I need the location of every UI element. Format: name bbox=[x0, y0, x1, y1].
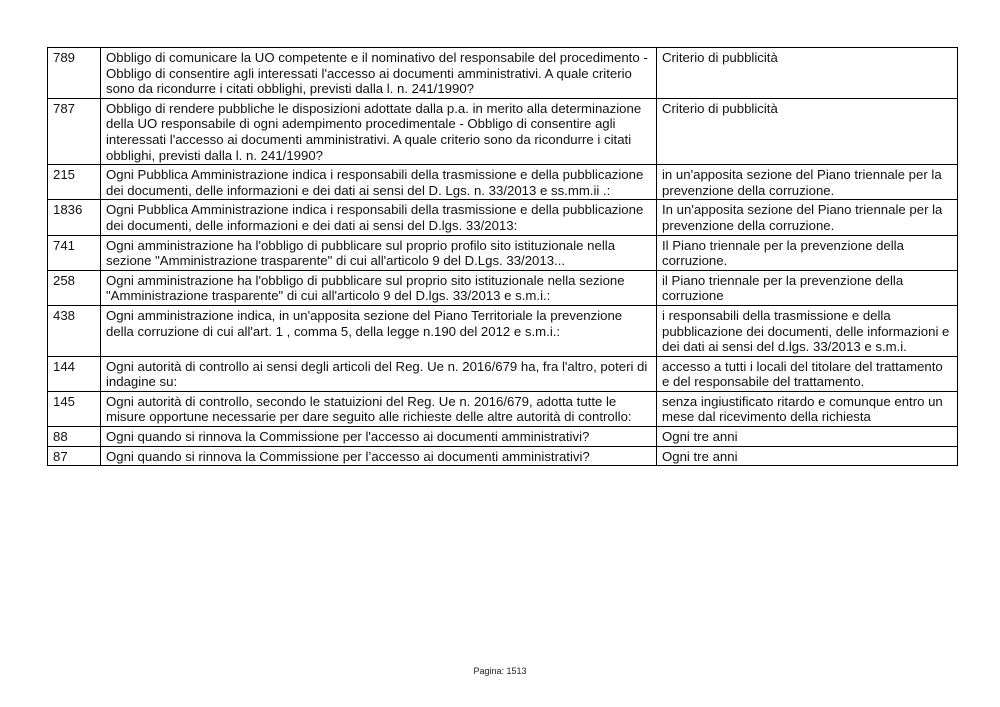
answer-text: accesso a tutti i locali del titolare del trattamento e del responsabile del trattamento. bbox=[657, 356, 958, 391]
table-row bbox=[48, 356, 958, 391]
questions-table bbox=[47, 47, 958, 466]
table-row bbox=[48, 270, 958, 305]
question-text: Ogni autorità di controllo ai sensi degli articoli del Reg. Ue n. 2016/679 ha, fra l'altro, poteri di indagine su: bbox=[101, 356, 657, 391]
question-text: Ogni amministrazione ha l'obbligo di pubblicare sul proprio sito istituzionale nella sezione "Amministrazione trasparente" di cui all'articolo 9 del D.lgs. 33/2013 e s.m.i.: bbox=[101, 270, 657, 305]
question-text: Ogni amministrazione ha l'obbligo di pubblicare sul proprio profilo sito istituzionale nella sezione "Amministrazione trasparente" di cui all'articolo 9 del D.Lgs. 33/2013... bbox=[101, 235, 657, 270]
question-text: Ogni quando si rinnova la Commissione per l’accesso ai documenti amministrativi? bbox=[101, 446, 657, 466]
answer-text: Ogni tre anni bbox=[657, 446, 958, 466]
page-number: Pagina: 1513 bbox=[473, 666, 527, 676]
answer-text: senza ingiustificato ritardo e comunque entro un mese dal ricevimento della richiesta bbox=[657, 391, 958, 426]
table-row bbox=[48, 427, 958, 447]
answer-text: Criterio di pubblicità bbox=[657, 98, 958, 164]
table-row bbox=[48, 165, 958, 200]
question-id: 741 bbox=[48, 235, 101, 270]
question-id: 87 bbox=[48, 446, 101, 466]
question-text: Ogni Pubblica Amministrazione indica i responsabili della trasmissione e della pubblicazione dei documenti, delle informazioni e dei dati ai sensi del D. Lgs. n. 33/2013 e ss.mm.ii .: bbox=[101, 165, 657, 200]
table-row bbox=[48, 48, 958, 99]
answer-text: Ogni tre anni bbox=[657, 427, 958, 447]
answer-text: Criterio di pubblicità bbox=[657, 48, 958, 99]
answer-text: il Piano triennale per la prevenzione della corruzione bbox=[657, 270, 958, 305]
table-row bbox=[48, 98, 958, 164]
answer-text: In un'apposita sezione del Piano triennale per la prevenzione della corruzione. bbox=[657, 200, 958, 235]
table-row bbox=[48, 305, 958, 356]
question-text: Obbligo di comunicare la UO competente e il nominativo del responsabile del procedimento - Obbligo di consentire agli interessati l'accesso ai documenti amministrativi. A quale criterio sono da ricondurre i citati obblighi, previsti dalla l. n. 241/1990? bbox=[101, 48, 657, 99]
question-text: Ogni Pubblica Amministrazione indica i responsabili della trasmissione e della pubblicazione dei documenti, delle informazioni e dei dati ai sensi del D.lgs. 33/2013: bbox=[101, 200, 657, 235]
question-id: 145 bbox=[48, 391, 101, 426]
table-row bbox=[48, 391, 958, 426]
question-id: 789 bbox=[48, 48, 101, 99]
answer-text: in un'apposita sezione del Piano triennale per la prevenzione della corruzione. bbox=[657, 165, 958, 200]
answer-text: Il Piano triennale per la prevenzione della corruzione. bbox=[657, 235, 958, 270]
question-text: Ogni quando si rinnova la Commissione per l'accesso ai documenti amministrativi? bbox=[101, 427, 657, 447]
question-id: 88 bbox=[48, 427, 101, 447]
question-id: 144 bbox=[48, 356, 101, 391]
question-id: 787 bbox=[48, 98, 101, 164]
question-id: 258 bbox=[48, 270, 101, 305]
question-text: Ogni amministrazione indica, in un'apposita sezione del Piano Territoriale la prevenzione della corruzione di cui all'art. 1 , comma 5, della legge n.190 del 2012 e s.m.i.: bbox=[101, 305, 657, 356]
answer-text: i responsabili della trasmissione e della pubblicazione dei documenti, delle informazioni e dei dati ai sensi del d.lgs. 33/2013 e s.m.i. bbox=[657, 305, 958, 356]
table-row bbox=[48, 446, 958, 466]
question-id: 1836 bbox=[48, 200, 101, 235]
question-text: Obbligo di rendere pubbliche le disposizioni adottate dalla p.a. in merito alla determinazione della UO responsabile di ogni adempimento procedimentale - Obbligo di consentire agli interessati l'accesso ai documenti amministrativi. A quale criterio sono da ricondurre i citati obblighi, previsti dalla l. n. 241/1990? bbox=[101, 98, 657, 164]
table-row bbox=[48, 235, 958, 270]
question-id: 215 bbox=[48, 165, 101, 200]
question-id: 438 bbox=[48, 305, 101, 356]
table-row bbox=[48, 200, 958, 235]
question-text: Ogni autorità di controllo, secondo le statuizioni del Reg. Ue n. 2016/679, adotta tutte le misure opportune necessarie per dare seguito alle richieste delle altre autorità di controllo: bbox=[101, 391, 657, 426]
